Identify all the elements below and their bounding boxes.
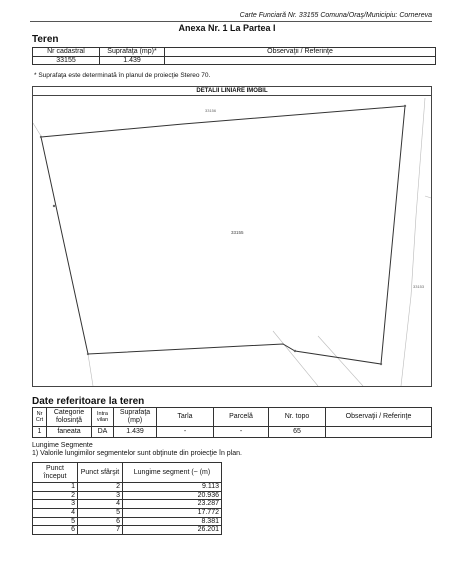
seg-start: 5 [33, 517, 78, 526]
table-row [33, 483, 222, 492]
seg-end: 4 [78, 500, 123, 509]
seg-length: 8.381 [123, 517, 222, 526]
label-33156: 33156 [205, 108, 217, 113]
col-parcela: Parcelă [214, 408, 269, 427]
col-nr-crt: Nr Crt [33, 408, 47, 427]
segments-table [32, 462, 222, 535]
teren-note: * Suprafaţa este determinată în planul de proiecţie Stereo 70. [34, 72, 211, 79]
cell-categorie: faneata [47, 427, 92, 438]
col-punct-inceput: Punct început [33, 463, 78, 483]
seg-start: 4 [33, 509, 78, 518]
col-suprafata-mp: Suprafaţa (mp) [114, 408, 157, 427]
col-nr-cadastral: Nr cadastral [33, 48, 100, 57]
parcel-outline [41, 106, 405, 364]
plan-header: DETALII LINIARE IMOBIL [32, 86, 432, 96]
seg-length: 17.772 [123, 509, 222, 518]
seg-start: 3 [33, 500, 78, 509]
label-33155: 33155 [231, 230, 244, 235]
cell-observatii [165, 56, 436, 65]
date-ref-title: Date referitoare la teren [32, 396, 145, 407]
seg-end: 6 [78, 517, 123, 526]
seg-length: 23.287 [123, 500, 222, 509]
cell-observatii-ref [326, 427, 432, 438]
col-observatii-ref: Observaţii / Referinţe [326, 408, 432, 427]
seg-end: 2 [78, 483, 123, 492]
col-nr-topo: Nr. topo [269, 408, 326, 427]
cell-intravilan: DA [92, 427, 114, 438]
table-row [33, 500, 222, 509]
col-punct-sfarsit: Punct sfârşit [78, 463, 123, 483]
table-row [33, 491, 222, 500]
seg-end: 5 [78, 509, 123, 518]
seg-length: 9.113 [123, 483, 222, 492]
cell-suprafata-mp: 1.439 [114, 427, 157, 438]
table-row [33, 526, 222, 535]
seg-length: 20.936 [123, 491, 222, 500]
date-ref-table [32, 407, 432, 438]
seg-end: 7 [78, 526, 123, 535]
cell-parcela: - [214, 427, 269, 438]
col-intravilan: Intra vilan [92, 408, 114, 427]
seg-start: 2 [33, 491, 78, 500]
col-categorie: Categorie folosinţă [47, 408, 92, 427]
document-reference: Carte Funciară Nr. 33155 Comuna/Oraş/Municipiu: Cornereva [239, 12, 432, 19]
cell-nr-topo: 65 [269, 427, 326, 438]
cell-suprafata: 1.439 [100, 56, 165, 65]
teren-table [32, 47, 436, 65]
annex-title: Anexa Nr. 1 La Partea I [178, 23, 276, 33]
segments-title: Lungime Segmente [32, 442, 93, 449]
cell-nr-cadastral: 33155 [33, 56, 100, 65]
col-observatii: Observaţii / Referinţe [165, 48, 436, 57]
plan-frame [32, 95, 432, 387]
seg-start: 1 [33, 483, 78, 492]
teren-title: Teren [32, 34, 59, 45]
table-row [33, 517, 222, 526]
seg-start: 6 [33, 526, 78, 535]
label-33153: 33153 [413, 284, 425, 289]
col-tarla: Tarla [157, 408, 214, 427]
plan-drawing [33, 96, 431, 386]
col-suprafata: Suprafaţa (mp)* [100, 48, 165, 57]
cell-tarla: - [157, 427, 214, 438]
segments-subtitle: 1) Valorile lungimilor segmentelor sunt obţinute din proiecţie în plan. [32, 450, 242, 457]
seg-end: 3 [78, 491, 123, 500]
table-row [33, 509, 222, 518]
seg-length: 26.201 [123, 526, 222, 535]
cell-nr-crt: 1 [33, 427, 47, 438]
header-rule [30, 21, 432, 22]
col-lungime: Lungime segment (~ (m) [123, 463, 222, 483]
